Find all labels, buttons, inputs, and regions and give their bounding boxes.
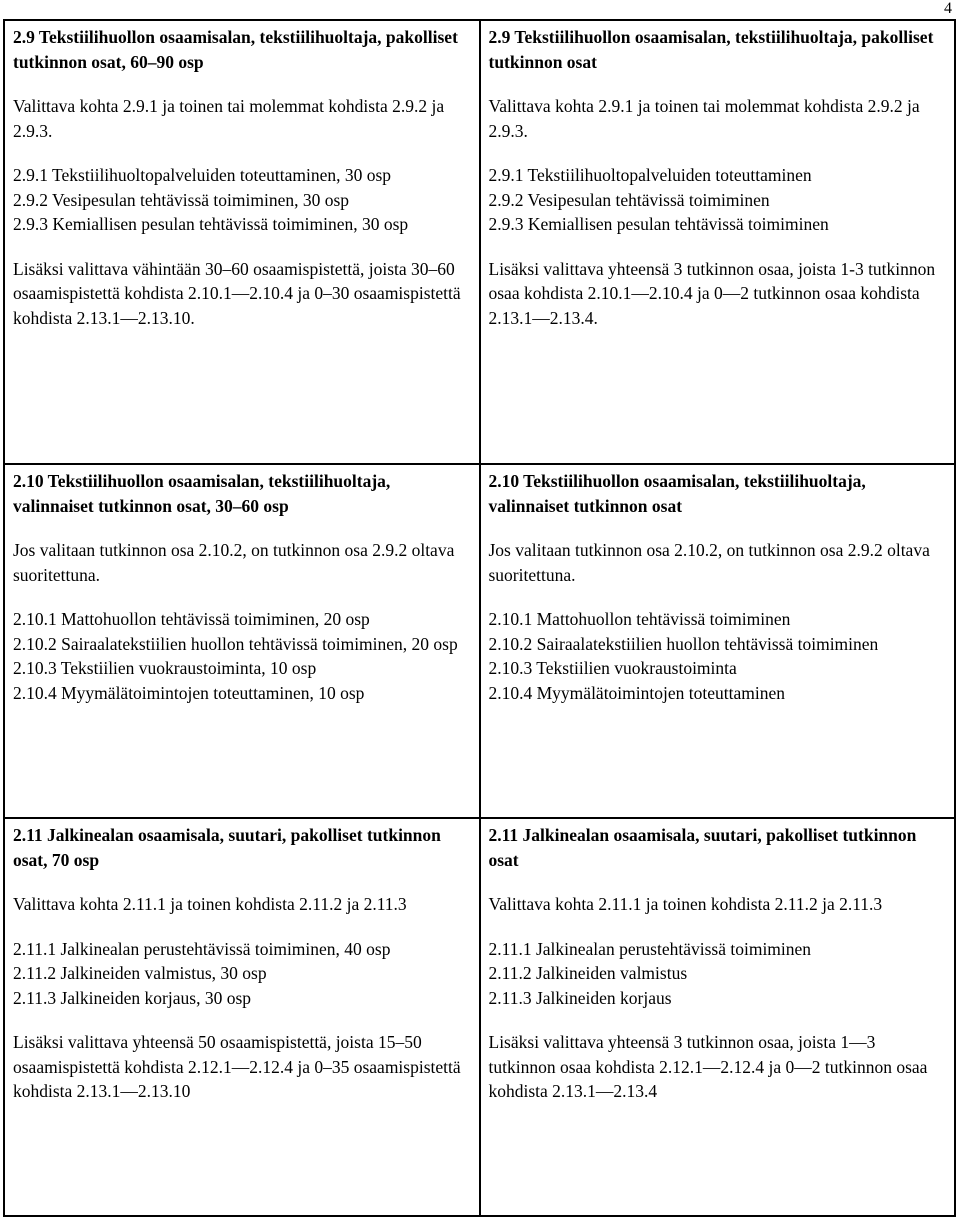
section-footer: Lisäksi valittava yhteensä 3 tutkinnon osaa, joista 1—3 tutkinnon osaa kohdista 2.12.1—2.12.4 ja 0—2 tutkinnon osaa kohdista 2.13.1—2.13.4 bbox=[488, 1032, 928, 1101]
item-list bbox=[489, 937, 947, 1011]
item-list bbox=[489, 607, 947, 705]
list-item: 2.10.3 Tekstiilien vuokraustoiminta, 10 osp bbox=[13, 658, 317, 678]
table-row bbox=[5, 465, 956, 819]
list-item: 2.9.3 Kemiallisen pesulan tehtävissä toimiminen bbox=[488, 214, 829, 234]
section-footer: Lisäksi valittava vähintään 30–60 osaamispistettä, joista 30–60 osaamispistettä kohdista 2.10.1—2.10.4 ja 0–30 osaamispistettä kohdista 2.13.1—2.13.10. bbox=[13, 258, 461, 328]
list-item: 2.9.2 Vesipesulan tehtävissä toimiminen bbox=[488, 189, 770, 210]
table-cell-left bbox=[5, 21, 481, 465]
item-list bbox=[13, 607, 471, 705]
list-item: 2.10.4 Myymälätoimintojen toteuttaminen, 10 osp bbox=[13, 682, 365, 703]
list-item: 2.9.1 Tekstiilihuoltopalveluiden toteuttaminen, 30 osp bbox=[13, 165, 392, 185]
list-item: 2.9.2 Vesipesulan tehtävissä toimiminen, 30 osp bbox=[13, 189, 350, 210]
table-cell-right bbox=[481, 465, 957, 819]
list-item: 2.11.2 Jalkineiden valmistus, 30 osp bbox=[13, 963, 267, 983]
section-title: 2.9 Tekstiilihuollon osaamisalan, tekstiilihuoltaja, pakolliset tutkinnon osat, 60–90 osp bbox=[13, 27, 458, 72]
table-cell-right bbox=[481, 21, 957, 465]
list-item: 2.9.1 Tekstiilihuoltopalveluiden toteuttaminen bbox=[488, 165, 812, 185]
table-cell-right bbox=[481, 819, 957, 1217]
section-intro: Valittava kohta 2.9.1 ja toinen tai molemmat kohdista 2.9.2 ja 2.9.3. bbox=[488, 96, 920, 141]
item-list bbox=[13, 163, 471, 237]
section-intro: Valittava kohta 2.11.1 ja toinen kohdista 2.11.2 ja 2.11.3 bbox=[13, 894, 407, 914]
section-footer: Lisäksi valittava yhteensä 3 tutkinnon osaa, joista 1-3 tutkinnon osaa kohdista 2.10.1—2.10.4 ja 0—2 tutkinnon osaa kohdista 2.13.1—2.13.4. bbox=[488, 258, 936, 328]
list-item: 2.11.1 Jalkinealan perustehtävissä toimiminen, 40 osp bbox=[13, 938, 391, 959]
section-footer: Lisäksi valittava yhteensä 50 osaamispistettä, joista 15–50 osaamispistettä kohdista 2.12.1—2.12.4 ja 0–35 osaamispistettä kohdista 2.13.1—2.13.10 bbox=[13, 1032, 461, 1101]
section-intro: Valittava kohta 2.11.1 ja toinen kohdista 2.11.2 ja 2.11.3 bbox=[488, 894, 883, 914]
list-item: 2.11.3 Jalkineiden korjaus, 30 osp bbox=[13, 987, 252, 1008]
list-item: 2.10.4 Myymälätoimintojen toteuttaminen bbox=[488, 682, 785, 703]
section-intro: Valittava kohta 2.9.1 ja toinen tai molemmat kohdista 2.9.2 ja 2.9.3. bbox=[13, 96, 445, 141]
page-number: 4 bbox=[944, 0, 952, 17]
section-title: 2.11 Jalkinealan osaamisala, suutari, pakolliset tutkinnon osat, 70 osp bbox=[13, 825, 441, 870]
item-list bbox=[489, 163, 947, 237]
list-item: 2.10.2 Sairaalatekstiilien huollon tehtävissä toimiminen bbox=[488, 633, 879, 654]
list-item: 2.11.1 Jalkinealan perustehtävissä toimiminen bbox=[488, 938, 812, 959]
list-item: 2.11.3 Jalkineiden korjaus bbox=[488, 987, 672, 1008]
table-row bbox=[5, 819, 956, 1217]
section-title: 2.9 Tekstiilihuollon osaamisalan, tekstiilihuoltaja, pakolliset tutkinnon osat bbox=[488, 27, 934, 72]
item-list bbox=[13, 937, 471, 1011]
comparison-table bbox=[3, 19, 956, 1217]
section-title: 2.10 Tekstiilihuollon osaamisalan, tekstiilihuoltaja, valinnaiset tutkinnon osat bbox=[488, 471, 866, 516]
list-item: 2.11.2 Jalkineiden valmistus bbox=[488, 963, 688, 983]
list-item: 2.10.1 Mattohuollon tehtävissä toimiminen bbox=[488, 609, 791, 629]
list-item: 2.10.3 Tekstiilien vuokraustoiminta bbox=[488, 658, 737, 678]
section-intro: Jos valitaan tutkinnon osa 2.10.2, on tutkinnon osa 2.9.2 oltava suoritettuna. bbox=[488, 540, 930, 585]
list-item: 2.10.1 Mattohuollon tehtävissä toimiminen, 20 osp bbox=[13, 609, 370, 629]
section-title: 2.11 Jalkinealan osaamisala, suutari, pakolliset tutkinnon osat bbox=[488, 825, 917, 870]
table-cell-left bbox=[5, 465, 481, 819]
list-item: 2.10.2 Sairaalatekstiilien huollon tehtävissä toimiminen, 20 osp bbox=[13, 633, 458, 654]
table-cell-left bbox=[5, 819, 481, 1217]
section-title: 2.10 Tekstiilihuollon osaamisalan, tekstiilihuoltaja, valinnaiset tutkinnon osat, 30–60 osp bbox=[13, 471, 391, 516]
list-item: 2.9.3 Kemiallisen pesulan tehtävissä toimiminen, 30 osp bbox=[13, 214, 409, 234]
section-intro: Jos valitaan tutkinnon osa 2.10.2, on tutkinnon osa 2.9.2 oltava suoritettuna. bbox=[13, 540, 455, 585]
table-row bbox=[5, 21, 956, 465]
